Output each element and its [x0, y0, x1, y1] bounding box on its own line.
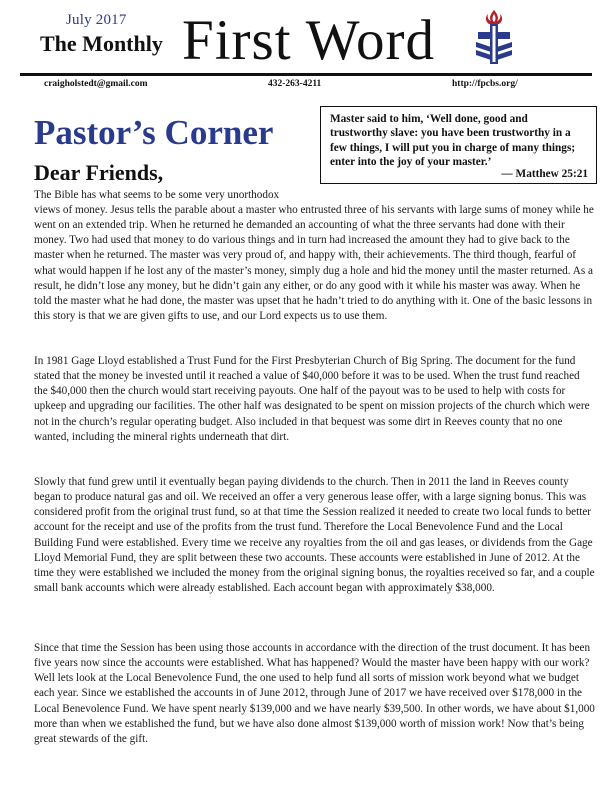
newsletter-series: The Monthly — [40, 31, 163, 56]
contact-email[interactable]: craigholstedt@gmail.com — [44, 79, 148, 89]
newsletter-title: First Word — [182, 9, 435, 72]
presbyterian-cross-logo — [473, 8, 515, 66]
paragraph-4: Since that time the Session has been using those accounts in accordance with the direction of the trust document. It has been five years now since the accounts were established. What has happened? Would the master have been happy with our work? Well lets look at the Local Benevolence Fund, the one used to help fund all sorts of mission work beyond what we budget each year. Since we established the accounts in of June 2012, through June of 2017 we have received over $178,000 in the Local Benevolence Fund. We have spent nearly $139,000 and we have nearly $39,500. In other words, we have about $1,000 more than when we established the fund, but we have also done almost $139,000 worth of mission work! Now that’s being great stewards of the gift. — [34, 642, 595, 745]
salutation: Dear Friends, — [34, 160, 164, 185]
paragraph-1-first-line: The Bible has what seems to be some very unorthodox — [34, 189, 280, 201]
paragraph-2: In 1981 Gage Lloyd established a Trust Fund for the First Presbyterian Church of Big Spring. The document for the fund stated that the money be invested until it reached a value of $40,000 before it was to be used. When the trust fund reached the $40,000 then the church would start receiving payouts. One half of the payout was to be used to help with costs for upkeep and upgrading our facilities. The other half was designated to be spent on mission projects of the church which were not in the church’s regular operating budget. Also included in that bequest was some dirt in Reeves county that no one wanted, including the mineral rights underneath that dirt. — [34, 355, 590, 443]
contact-phone: 432-263-4211 — [268, 79, 322, 89]
scripture-quote-box — [320, 106, 597, 184]
issue-date: July 2017 — [66, 12, 127, 28]
paragraph-1: views of money. Jesus tells the parable about a master who entrusted three of his servants with large sums of money while he went on an extended trip. When he returned he demanded an accounting of what the three servants had done with their money. Two had used that money to do various things and in turn had increased the amount they had to give back to the master when he returned. The master was very proud of, and happy with, their achievements. The third though, fearful of what would happen if he lost any of the master’s money, simply dug a hole and hid the money until the master returned. As a result, he didn’t lose any money, but he didn’t gain any either, or do any good with it while his master was away. When he told the master what he had done, the master was upset that he hadn’t tried to do anything with it. One of the basic lessons in this story is that we are given gifts to use, and our Lord expects us to use them. — [34, 204, 594, 323]
section-title: Pastor’s Corner — [34, 113, 274, 152]
quote-citation: — Matthew 25:21 — [501, 168, 588, 181]
contact-website[interactable]: http://fpcbs.org/ — [452, 79, 518, 89]
quote-text: Master said to him, ‘Well done, good and trustworthy slave: you have been trustworthy in a few things, I will put you in charge of many things; enter into the joy of your master.’ — [330, 113, 576, 168]
paragraph-3: Slowly that fund grew until it eventually began paying dividends to the church. Then in 2011 the land in Reeves county began to produce natural gas and oil. We received an offer a very generous lease offer, with a large signing bonus. This was considered profit from the original trust fund, so at that time the Session realized it needed to create two local funds to better account for the receipt and use of the profits from the trust fund. Therefore the Local Benevolence Fund and the Local Building Fund were established. Every time we receive any royalties from the oil and gas leases, or dividends from the Gage Lloyd Memorial Fund, they are split between these two accounts. These accounts were established in June of 2012. At the time they were established we included the money from the original signing bonus, the royalties received so far, and a couple small bank accounts which were already established. Each account began with approximately $38,000. — [34, 476, 595, 595]
masthead-rule — [20, 73, 592, 76]
masthead — [0, 0, 612, 89]
contact-row — [0, 79, 612, 93]
